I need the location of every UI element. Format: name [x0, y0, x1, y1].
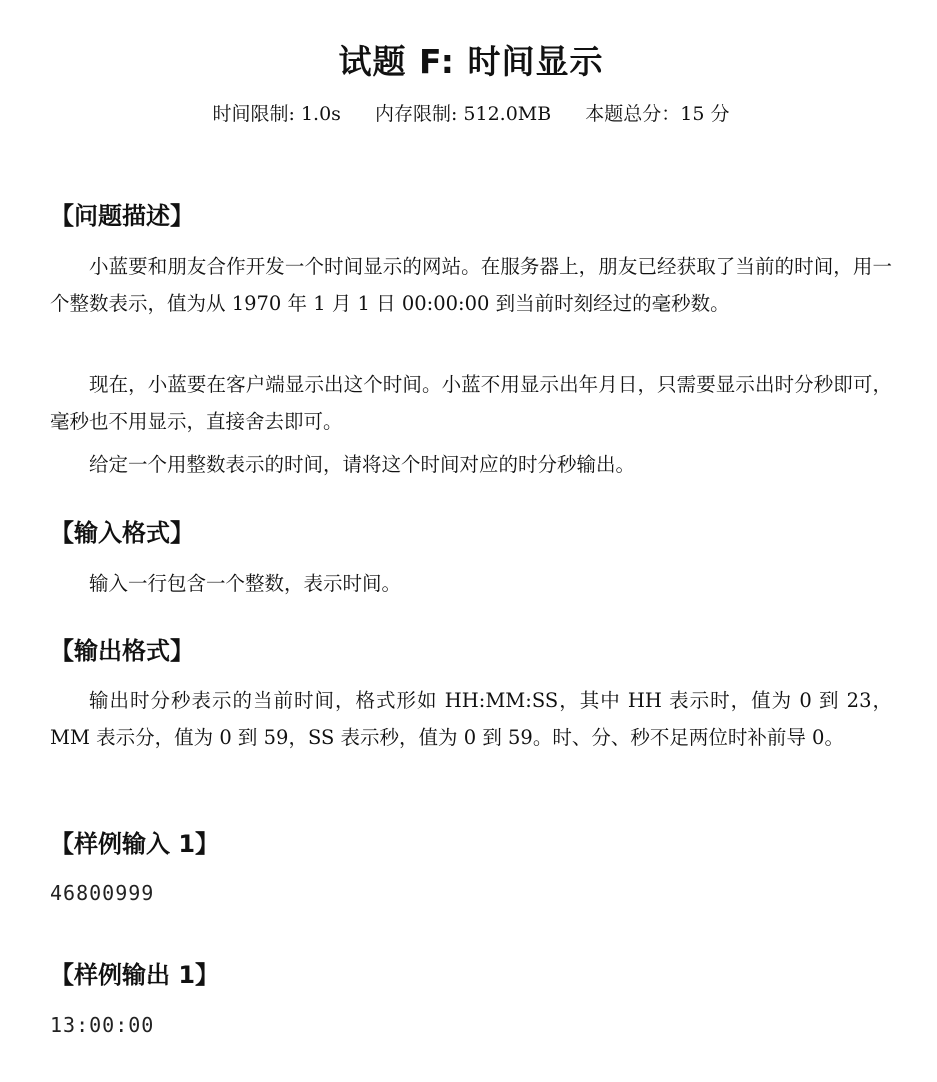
sample-input-value: 46800999: [50, 881, 155, 905]
description-paragraph-3: 给定一个用整数表示的时间，请将这个时间对应的时分秒输出。: [89, 453, 636, 476]
input-format-heading: 【输入格式】: [50, 519, 194, 547]
memory-limit: 内存限制: 512.0MB: [374, 103, 552, 125]
sample-output-heading: 【样例输出 1】: [50, 961, 220, 989]
description-paragraph-1: 小蓝要和朋友合作开发一个时间显示的网站。在服务器上，朋友已经获取了当前的时间，用一个整数表示，值为从 1970 年 1 月 1 日 00:00:00 到当前时刻经过的毫秒数。: [50, 255, 892, 315]
input-format-text: 输入一行包含一个整数，表示时间。: [89, 572, 402, 595]
problem-limits: [50, 98, 892, 130]
problem-title: 试题 F: 时间显示: [338, 42, 604, 81]
sample-output-value: 13:00:00: [50, 1013, 155, 1037]
output-format-heading: 【输出格式】: [50, 637, 194, 665]
total-score: 本题总分：15 分: [585, 103, 730, 125]
sample-input-heading: 【样例输入 1】: [50, 830, 220, 858]
time-limit: 时间限制: 1.0s: [212, 103, 341, 125]
output-format-text: 输出时分秒表示的当前时间，格式形如 HH:MM:SS，其中 HH 表示时，值为 0 到 23，MM 表示分，值为 0 到 59，SS 表示秒，值为 0 到 59。时、分、秒不足两位时补前导 0。: [50, 689, 892, 749]
description-heading: 【问题描述】: [50, 202, 194, 230]
description-paragraph-2: 现在，小蓝要在客户端显示出这个时间。小蓝不用显示出年月日，只需要显示出时分秒即可，毫秒也不用显示，直接舍去即可。: [50, 373, 892, 433]
